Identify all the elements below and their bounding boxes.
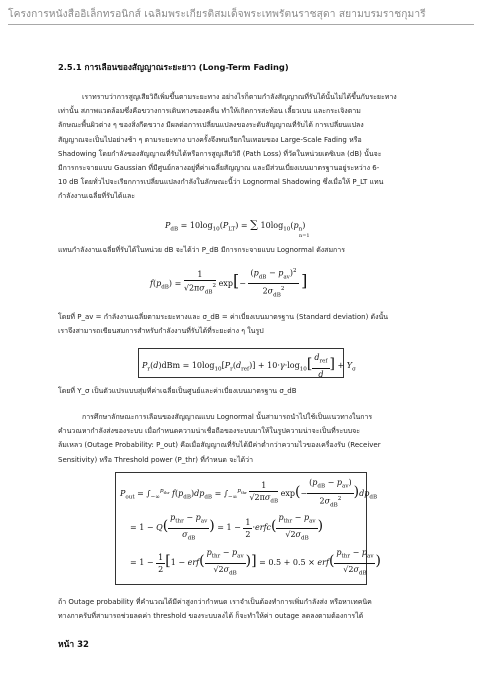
text-line: ทางภาครับที่สามารถช่วยลดค่า threshold ของระบบลงได้ ก็จะทำให้ค่า outage ลดลงตามต้องการได้ xyxy=(58,612,364,621)
text-line: การศึกษาลักษณะการเลือนของสัญญาณแบบ Lognormal นั้นสามารถนำไปใช้เป็นแนวทางในการ xyxy=(82,413,373,421)
text-line: มีการกระจายแบบ Gaussian ที่มีศูนย์กลางอยู่ที่ค่าเฉลี่ยสัญญาณ และมีส่วนเบี่ยงเบนมาตรฐานอยู่ระหว่าง 6- xyxy=(58,164,380,173)
sum-index: n=1 xyxy=(299,233,310,239)
paragraph-intro xyxy=(58,90,424,204)
header-rule xyxy=(8,24,474,25)
text-line: โดยที่ P_av = กำลังงานเฉลี่ยตามระยะทางและ σ_dB = ค่าเบี่ยงเบนมาตรฐาน (Standard deviation) ดังนั้น xyxy=(58,313,389,321)
equation-received-power: $P_r(d)dBm = 10\log_{10}[P_r(d_{ref})] + 10\cdot\gamma\cdot\log_{10}$[ $\frac{d_{ref}}{d}$ ] + $Y_\sigma$ xyxy=(142,353,356,379)
text-line: 10 dB โดยทั่วไปจะเรียกการเปลี่ยนแปลงกำลังในลักษณะนี้ว่า Lognormal Shadowing ซึ่งเมื่อให้ P_LT แทน xyxy=(58,178,384,187)
text-line: โดยที่ Y_σ เป็นตัวแปรแบบสุ่มที่ค่าเฉลี่ยเป็นศูนย์และค่าเบี่ยงเบนมาตรฐาน σ_dB xyxy=(58,387,297,395)
equation-outage-line3: = 1 − $\frac{1}{2}$ [1 − erf( $\frac{p_{thr} - p_{av}}{√2\sigma_{dB}}$ )] = 0.5 + 0.5 × erf( $\frac{p_{thr} - p_{av}}{√2\sigma_{dB}}$ ) xyxy=(130,548,381,577)
text-line: เท่านั้น สภาพแวดล้อมซึ่งคือขวางการเดินทางของคลื่น ทำให้เกิดการสะท้อน เลี้ยวเบน และกระเจิงตาม xyxy=(58,107,361,116)
text-line: ลักษณะพื้นผิวต่าง ๆ ของสิ่งกีดขวาง มีผลต่อการเปลี่ยนแปลงของระดับสัญญาณที่รับได้ การเปลี่ยนแปลง xyxy=(58,121,364,130)
section-title: 2.5.1 การเลือนของสัญญาณระยะยาว (Long-Term Fading) xyxy=(58,62,289,72)
text-line: ถ้า Outage probability ที่คำนวณได้มีค่าสูงกว่ากำหนด เราจำเป็นต้องทำการเพิ่มกำลังส่ง หรือหาเทคนิค xyxy=(58,598,372,606)
paragraph-y-sigma xyxy=(58,384,424,398)
page-number: หน้า 32 xyxy=(58,640,89,650)
text-line: แทนกำลังงานเฉลี่ยที่รับได้ในหน่วย dB จะได้ว่า P_dB มีการกระจายแบบ Lognormal ดังสมการ xyxy=(58,246,345,254)
text-line: เราจึงสามารถเขียนสมการสำหรับกำลังงานที่รับได้ที่ระยะต่าง ๆ ในรูป xyxy=(58,327,264,336)
text-line: คำนวณหากำลังส่งของระบบ เมื่อกำหนดความน่าเชื่อถือของระบบมาให้ในรูปความน่าจะเป็นที่ระบบจะ xyxy=(58,427,360,436)
text-line: Sensitivity) หรือ Threshold power (P_thr) ที่กำหนด จะได้ว่า xyxy=(58,455,253,464)
text-line: ล้มเหลว (Outage Probability: P_out) คือเมื่อสัญญาณที่รับได้มีค่าต่ำกว่าความไวของเครื่องรับ (Receiver xyxy=(58,441,381,450)
paragraph-conclusion xyxy=(58,595,424,623)
text-line: Shadowing โดยกำลังของสัญญาณที่รับได้หรือการสูญเสียวิถี (Path Loss) ที่วัดในหน่วยเดซิเบล (dB) นั้นจะ xyxy=(58,149,382,158)
equation-pdb: $P_{dB} = 10\log_{10}(P_{LT})$ = ∑ $10\log_{10}(p_n)$ xyxy=(165,218,306,233)
equation-pdf: $f(p_{dB})$ = $\frac{1}{√2\pi\sigma_{dB}^2}$ exp[− $\frac{(p_{dB} - p_{av})^2}{2\sigma_{dB}^2}$ ] xyxy=(150,268,308,299)
paragraph-lognormal xyxy=(58,243,424,257)
text-line: กำลังงานเฉลี่ยที่รับได้และ xyxy=(58,192,136,201)
text-line: เราทราบว่าการสูญเสียวิถีเพิ่มขึ้นตามระยะทาง อย่างไรก็ตามกำลังสัญญาณที่รับได้นั้นไม่ได้ขึ้นกับระยะทาง xyxy=(82,93,397,101)
equation-outage-line2: = 1 − Q( $\frac{p_{thr} - p_{av}}{\sigma_{dB}}$ ) = 1 − $\frac{1}{2}$ ·erfc( $\frac{p_{thr} - p_{av}}{√2\sigma_{dB}}$ ) xyxy=(130,513,324,542)
equation-outage-line1: $P_{out} = \int_{-\infty}^{p_{thr}}$ $f(p_{dB})dp_{dB} = \int_{-\infty}^{p_{thr}}$ $\frac{1}{√2\pi\sigma_{dB}}$ exp(− $\frac{(p_{dB} - p_{av})}{2\sigma_{dB}^2}$ )$dp_{dB}$ xyxy=(120,478,378,508)
running-header: โครงการหนังสืออิเล็กทรอนิกส์ เฉลิมพระเกียรติสมเด็จพระเทพรัตนราชสุดา สยามบรมราชกุมารี xyxy=(8,9,426,20)
text-line: สัญญาณจะเป็นไปอย่างช้า ๆ ตามระยะทาง บางครั้งจึงพบเรียกในเทอมของ Large-Scale Fading หรือ xyxy=(58,135,362,144)
paragraph-outage xyxy=(58,410,424,467)
paragraph-where xyxy=(58,310,424,338)
